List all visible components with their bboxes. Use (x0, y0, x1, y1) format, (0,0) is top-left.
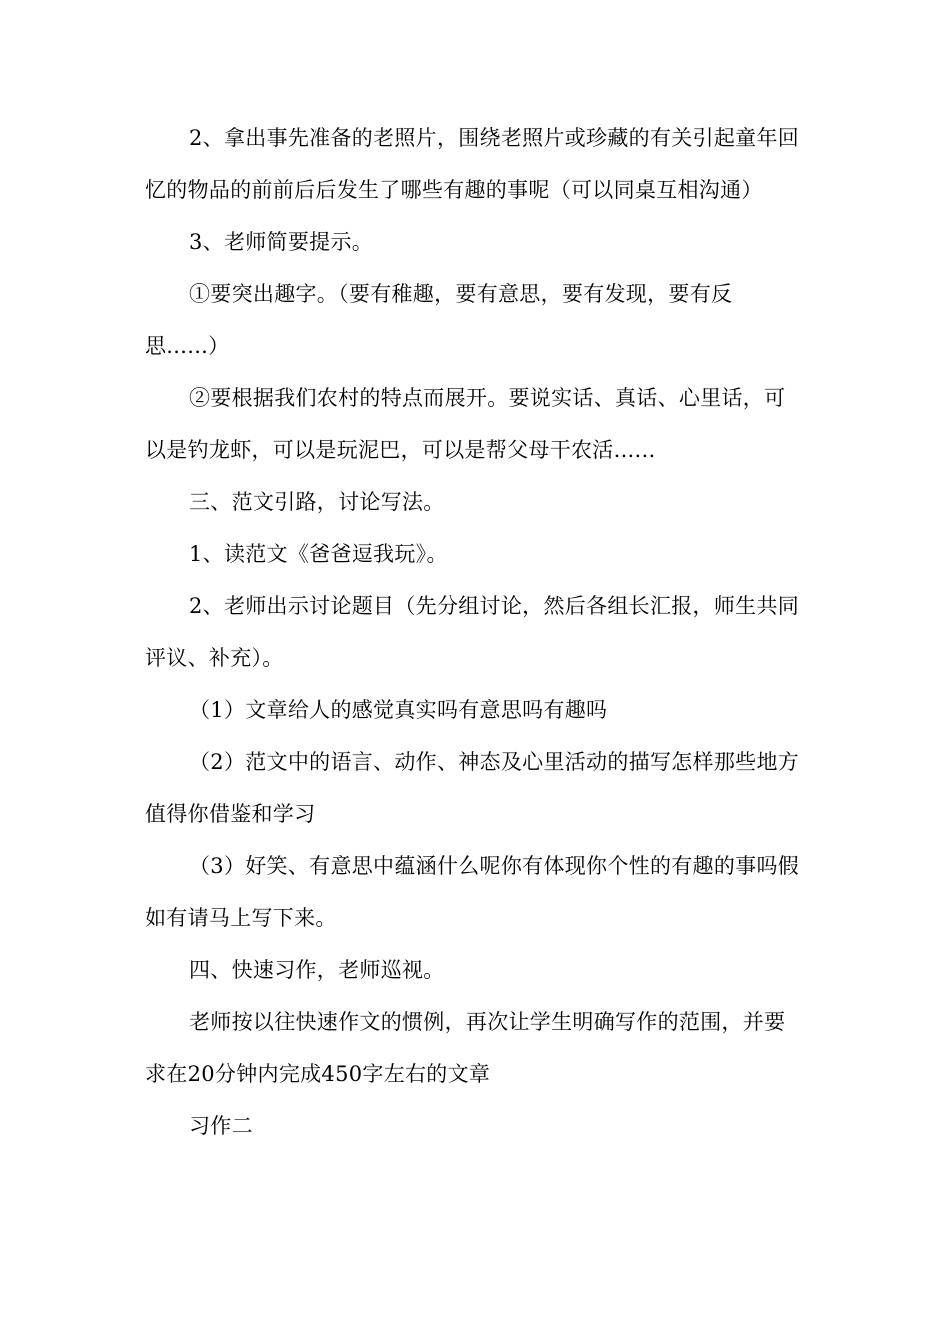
paragraph-photo-activity: 2、拿出事先准备的老照片，围绕老照片或珍藏的有关引起童年回忆的物品的前前后后发生了哪些有趣的事呢（可以同桌互相沟通） (145, 126, 800, 202)
paragraph-writing-requirement: 老师按以往快速作文的惯例，再次让学生明确写作的范围，并要求在20分钟内完成450字左右的文章 (145, 1010, 786, 1086)
discussion-item-2: （2）范文中的语言、动作、神态及心里活动的描写怎样那些地方值得你借鉴和学习 (145, 750, 800, 826)
paragraph-teacher-hint: 3、老师简要提示。 (189, 230, 374, 254)
section-heading-exercise-two: 习作二 (189, 1114, 253, 1138)
section-heading-quick-writing: 四、快速习作，老师巡视。 (189, 958, 445, 982)
paragraph-discussion-topics: 2、老师出示讨论题目（先分组讨论，然后各组长汇报，师生共同评议、补充）。 (145, 594, 800, 670)
section-heading-model-essay: 三、范文引路，讨论写法。 (189, 490, 445, 514)
discussion-item-1: （1）文章给人的感觉真实吗有意思吗有趣吗 (189, 698, 608, 722)
document-body (145, 112, 805, 1152)
discussion-item-3: （3）好笑、有意思中蕴涵什么呢你有体现你个性的有趣的事吗假如有请马上写下来。 (145, 854, 800, 930)
paragraph-read-model: 1、读范文《爸爸逗我玩》。 (189, 542, 448, 566)
paragraph-hint-fun: ①要突出趣字。（要有稚趣，要有意思，要有发现，要有反思......） (145, 282, 733, 358)
paragraph-hint-rural: ②要根据我们农村的特点而展开。要说实话、真话、心里话，可以是钓龙虾，可以是玩泥巴，可以是帮父母干农活...... (145, 386, 786, 462)
